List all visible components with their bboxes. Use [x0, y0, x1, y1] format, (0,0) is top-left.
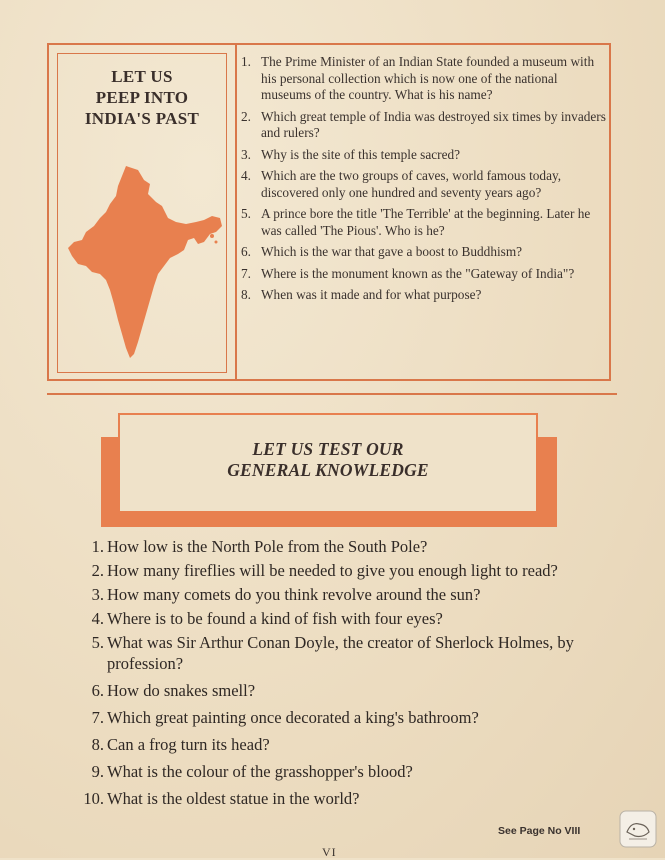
- peep-question-list: [241, 54, 607, 309]
- list-item: 1. The Prime Minister of an Indian State founded a museum with his personal collection which is now one of the national museums of the country. What is his name?: [241, 54, 595, 102]
- gk-title: [120, 439, 536, 481]
- list-item: 2. Which great temple of India was destroyed six times by invaders and rulers?: [241, 108, 606, 140]
- list-item: 5. What was Sir Arthur Conan Doyle, the creator of Sherlock Holmes, by profession?: [91, 633, 574, 673]
- gk-banner: [118, 413, 538, 513]
- list-item: 3. Why is the site of this temple sacred?: [241, 146, 461, 162]
- list-item: 5. A prince bore the title 'The Terrible' at the beginning. Later he was called 'The Pious'. Who is he?: [241, 206, 591, 238]
- gk-title-line: LET US TEST OUR: [252, 439, 404, 459]
- peep-title-box: [57, 53, 227, 373]
- list-item: 4. Which are the two groups of caves, world famous today, discovered only one hundred and seventy years ago?: [241, 168, 562, 200]
- list-item: 3. How many comets do you think revolve around the sun?: [91, 585, 481, 604]
- peep-title-line: INDIA'S PAST: [84, 109, 200, 128]
- section-divider: [47, 393, 617, 395]
- panel-divider: [235, 45, 237, 379]
- see-page-note: See Page No VIII: [498, 825, 581, 837]
- peep-title-line: PEEP INTO: [95, 88, 189, 107]
- list-item: 8. When was it made and for what purpose?: [241, 287, 482, 302]
- list-item: 2. How many fireflies will be needed to give you enough light to read?: [91, 561, 558, 580]
- gk-title-line: GENERAL KNOWLEDGE: [227, 460, 429, 480]
- watermark-seal-icon: [619, 810, 657, 848]
- page-number: VI: [322, 845, 337, 859]
- list-item: 4. Where is to be found a kind of fish with four eyes?: [91, 609, 443, 628]
- peep-title-line: LET US: [111, 67, 173, 86]
- list-item: 7. Where is the monument known as the "Gateway of India"?: [241, 265, 575, 281]
- list-item: 8. Can a frog turn its head?: [91, 735, 270, 754]
- india-map-icon: [64, 162, 224, 362]
- peep-title: [58, 66, 226, 129]
- list-item: 10. What is the oldest statue in the world?: [83, 789, 360, 808]
- gk-question-list: [80, 536, 600, 812]
- list-item: 1. How low is the North Pole from the South Pole?: [91, 537, 428, 556]
- list-item: 6. How do snakes smell?: [91, 681, 256, 700]
- list-item: 7. Which great painting once decorated a king's bathroom?: [91, 708, 479, 727]
- list-item: 6. Which is the war that gave a boost to Buddhism?: [241, 244, 523, 259]
- list-item: 9. What is the colour of the grasshopper's blood?: [91, 762, 413, 781]
- peep-into-past-panel: [47, 43, 611, 381]
